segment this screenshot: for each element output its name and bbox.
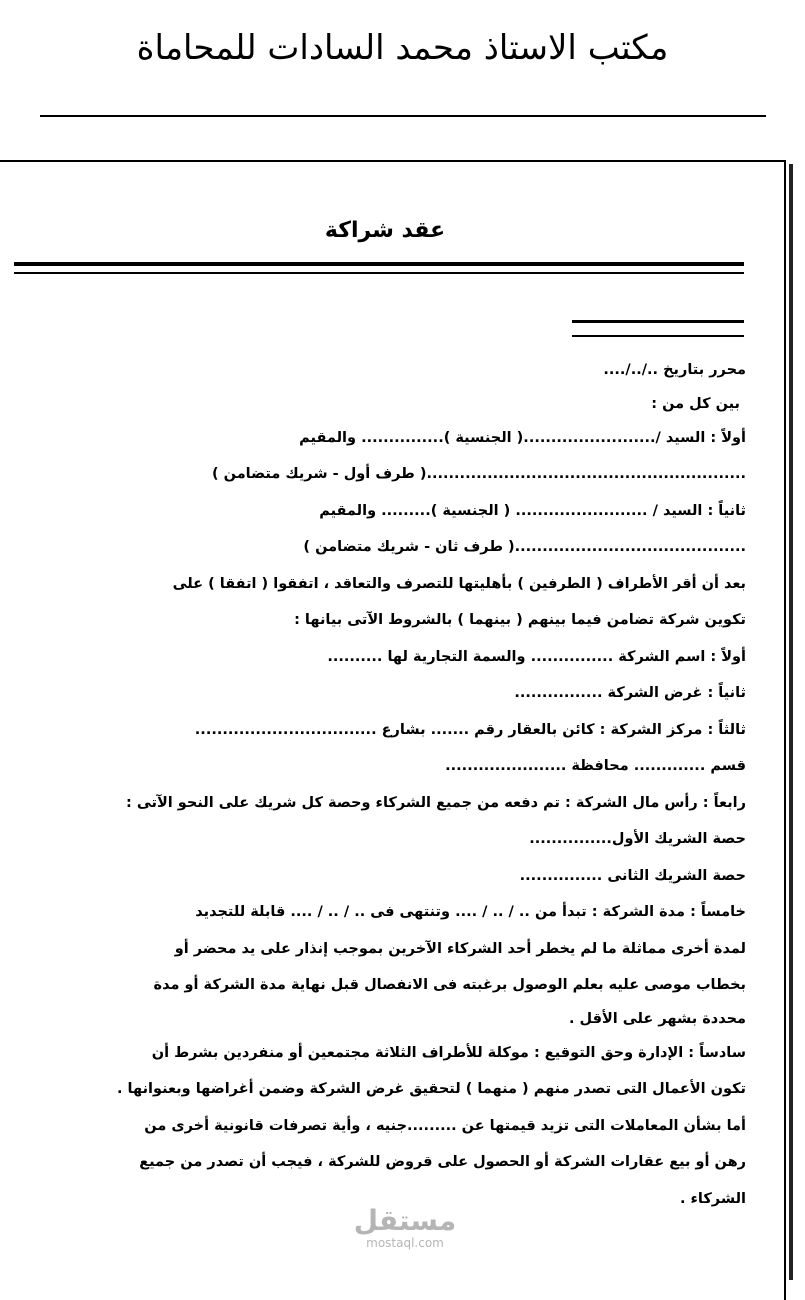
contract-line-clause3: ثالثاً : مركز الشركة : كائن بالعقار رقم ....... بشارع .................................: [194, 721, 746, 738]
contract-line-party2-role: ..........................................( طرف ثان - شريك متضامن ): [303, 539, 746, 555]
contract-line-clause5: خامساً : مدة الشركة : تبدأ من .. / .. / .... وتنتهى فى .. / .. / .... قابلة للتجديد: [195, 904, 746, 920]
contract-line-agreement-cont: تكوين شركة تضامن فيما بينهم ( بينهما ) بالشروط الآتى بيانها :: [294, 612, 746, 628]
contract-line-party2: ثانياً : السيد / ........................ ( الجنسية )......... والمقيم: [319, 502, 746, 519]
header-divider: [40, 115, 766, 117]
contract-line-agreement: بعد أن أقر الأطراف ( الطرفين ) بأهليتها للتصرف والتعاقد ، اتفقوا ( اتفقا ) على: [172, 575, 746, 592]
section-rule-thin: [572, 335, 744, 337]
watermark-logo-text: مستقل: [353, 1204, 457, 1237]
contract-line-parties-intro: بين كل من :: [651, 395, 740, 412]
document-frame-shadow: [789, 164, 793, 1280]
contract-line-clause6-cont2: أما بشأن المعاملات التى تزيد قيمتها عن .........جنيه ، وأية تصرفات قانونية أخرى من: [144, 1117, 746, 1134]
section-rule-thick: [572, 320, 744, 323]
contract-line-clause6-cont4: الشركاء .: [679, 1190, 746, 1207]
contract-line-party1: أولاً : السيد /........................( الجنسية )............... والمقيم: [299, 429, 746, 446]
contract-line-share1: حصة الشريك الأول...............: [529, 831, 746, 847]
contract-line-clause5-cont1: لمدة أخرى مماثلة ما لم يخطر أحد الشركاء الآخرين بموجب إنذار على يد محضر أو: [174, 940, 746, 957]
watermark-url: mostaql.com: [366, 1236, 444, 1250]
contract-line-clause6: سادساً : الإدارة وحق التوقيع : موكلة للأطراف الثلاثة مجتمعين أو منفردين بشرط أن: [151, 1044, 746, 1061]
contract-line-clause3-cont: قسم ............. محافظة ......................: [445, 758, 746, 774]
contract-body: [14, 352, 746, 1217]
title-rule-thin: [14, 272, 744, 274]
contract-line-clause1: أولاً : اسم الشركة ............... والسمة التجارية لها ..........: [327, 648, 746, 665]
mostaql-watermark: [350, 1206, 460, 1250]
contract-title: عقد شراكة: [324, 218, 446, 243]
contract-line-date: محرر بتاريخ ../../....: [603, 362, 746, 378]
contract-line-clause5-cont2: بخطاب موصى عليه بعلم الوصول برغبته فى الانفصال قبل نهاية مدة الشركة أو مدة: [153, 977, 746, 993]
contract-line-clause4: رابعاً : رأس مال الشركة : تم دفعه من جميع الشركاء وحصة كل شريك على النحو الآتى :: [126, 794, 746, 811]
contract-line-clause6-cont3: رهن أو بيع عقارات الشركة أو الحصول على قروض للشركة ، فيجب أن تصدر من جميع: [139, 1154, 746, 1170]
title-rule-thick: [14, 262, 744, 266]
contract-line-clause5-cont3: محددة بشهر على الأقل .: [569, 1010, 746, 1027]
contract-line-party1-role: ..........................................................( طرف أول - شريك متضامن ): [211, 466, 746, 482]
office-header-title: مكتب الاستاذ محمد السادات للمحاماة: [136, 28, 669, 68]
contract-line-clause6-cont1: تكون الأعمال التى تصدر منهم ( منهما ) لتحقيق غرض الشركة وضمن أغراضها وبعنوانها .: [117, 1081, 746, 1097]
contract-line-clause2: ثانياً : غرض الشركة ................: [514, 685, 746, 701]
contract-line-share2: حصة الشريك الثانى ...............: [519, 867, 746, 884]
